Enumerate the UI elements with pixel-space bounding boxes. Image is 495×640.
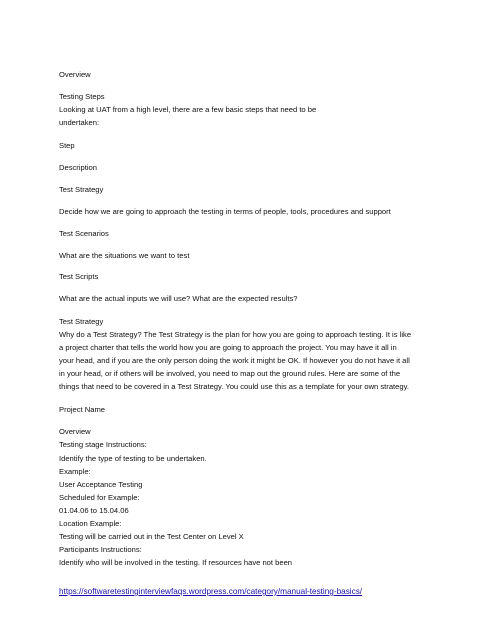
text-line: Test Strategy — [59, 317, 104, 326]
text-line: Step — [59, 141, 75, 150]
text-line: 01.04.06 to 15.04.06 — [59, 506, 129, 515]
text-line: Location Example: — [59, 519, 122, 528]
text-line: Test Scripts — [59, 272, 99, 281]
text-line: User Acceptance Testing — [59, 480, 143, 489]
text-line: Scheduled for Example: — [59, 493, 140, 502]
text-line: Looking at UAT from a high level, there are a few basic steps that need to be — [59, 105, 317, 114]
text-line: a project charter that tells the world how you are going to approach the project. You may have it all in — [59, 343, 397, 352]
text-line: Example: — [59, 467, 91, 476]
text-line: Identify the type of testing to be undertaken. — [59, 454, 207, 463]
text-line: What are the situations we want to test — [59, 251, 190, 260]
text-line: Overview — [59, 70, 91, 79]
text-line: Test Scenarios — [59, 229, 109, 238]
text-line: in your head, or if others will be involved, you need to map out the ground rules. Here are some of the — [59, 369, 401, 378]
text-line: Identify who will be involved in the testing. If resources have not been — [59, 558, 293, 567]
text-line: Overview — [59, 427, 91, 436]
text-line: What are the actual inputs we will use? What are the expected results? — [59, 294, 298, 303]
footer-url-link[interactable]: https://softwaretestinginterviewfaqs.wordpress.com/category/manual-testing-basics/ — [59, 587, 363, 596]
text-line: undertaken: — [59, 118, 100, 127]
text-line: Description — [59, 163, 97, 172]
text-line: Participants Instructions: — [59, 545, 142, 554]
text-line: Testing Steps — [59, 92, 105, 101]
text-line: your head, and if you are the only person doing the work it might be OK. If however you do not have it all — [59, 356, 410, 365]
text-line: Testing will be carried out in the Test Center on Level X — [59, 532, 244, 541]
text-line: Testing stage Instructions: — [59, 440, 147, 449]
text-line: Project Name — [59, 405, 106, 414]
text-line: Why do a Test Strategy? The Test Strategy is the plan for how you are going to approach testing. It is like — [59, 330, 412, 339]
text-line: Decide how we are going to approach the testing in terms of people, tools, procedures and support — [59, 207, 391, 216]
text-line: things that need to be covered in a Test Strategy. You could use this as a template for your own strategy. — [59, 382, 409, 391]
text-line: Test Strategy — [59, 185, 104, 194]
